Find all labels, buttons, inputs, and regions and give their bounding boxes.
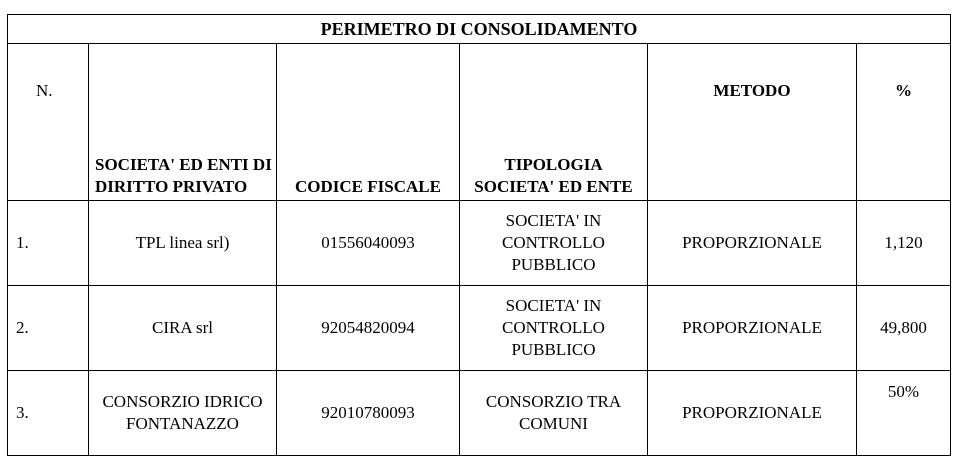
header-societa: SOCIETA' ED ENTI DI DIRITTO PRIVATO <box>89 44 277 201</box>
row-codice-fiscale: 01556040093 <box>277 201 460 286</box>
row-tipologia: SOCIETA' IN CONTROLLO PUBBLICO <box>460 286 648 371</box>
header-percent: % <box>857 44 951 201</box>
row-metodo: PROPORZIONALE <box>648 201 857 286</box>
row-tipologia: CONSORZIO TRA COMUNI <box>460 371 648 456</box>
table-row <box>8 371 951 456</box>
row-percent: 49,800 <box>857 286 951 371</box>
row-codice-fiscale: 92010780093 <box>277 371 460 456</box>
header-codice-fiscale: CODICE FISCALE <box>277 44 460 201</box>
row-percent: 50% <box>857 371 951 456</box>
table-row <box>8 201 951 286</box>
row-societa: CONSORZIO IDRICO FONTANAZZO <box>89 371 277 456</box>
consolidation-perimeter-table <box>7 14 951 456</box>
table-row <box>8 286 951 371</box>
row-tipologia: SOCIETA' IN CONTROLLO PUBBLICO <box>460 201 648 286</box>
row-percent: 1,120 <box>857 201 951 286</box>
row-societa: CIRA srl <box>89 286 277 371</box>
header-n: N. <box>8 44 89 201</box>
row-n: 2. <box>8 286 89 371</box>
row-codice-fiscale: 92054820094 <box>277 286 460 371</box>
header-tipologia: TIPOLOGIA SOCIETA' ED ENTE <box>460 44 648 201</box>
row-societa: TPL linea srl) <box>89 201 277 286</box>
row-n: 3. <box>8 371 89 456</box>
table-title: PERIMETRO DI CONSOLIDAMENTO <box>8 15 951 44</box>
row-metodo: PROPORZIONALE <box>648 371 857 456</box>
row-n: 1. <box>8 201 89 286</box>
row-metodo: PROPORZIONALE <box>648 286 857 371</box>
header-metodo: METODO <box>648 44 857 201</box>
header-row <box>8 44 951 201</box>
